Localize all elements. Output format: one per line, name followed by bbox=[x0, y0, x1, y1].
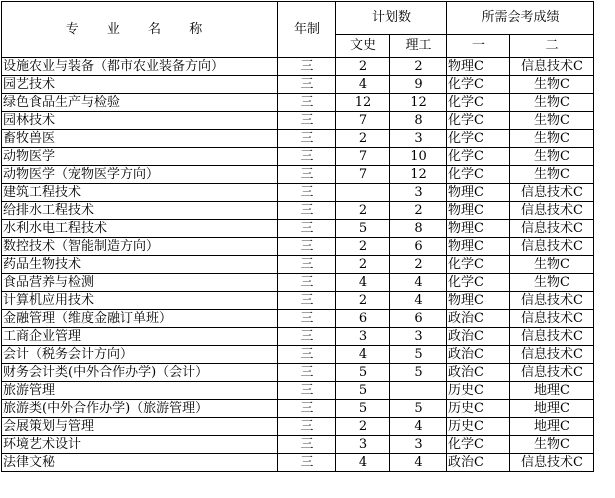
header-years: 年制 bbox=[278, 2, 336, 58]
cell-plan-wen: 5 bbox=[336, 400, 390, 418]
cell-plan-li: 2 bbox=[390, 58, 447, 76]
cell-years: 三 bbox=[278, 310, 336, 328]
cell-plan-li: 10 bbox=[390, 148, 447, 166]
cell-exam-2: 生物C bbox=[510, 94, 594, 112]
cell-plan-wen bbox=[336, 184, 390, 202]
table-row bbox=[2, 310, 594, 328]
cell-exam-1: 历史C bbox=[447, 418, 510, 436]
cell-exam-1: 物理C bbox=[447, 292, 510, 310]
table-row bbox=[2, 454, 594, 472]
cell-plan-li: 2 bbox=[390, 202, 447, 220]
cell-exam-2: 生物C bbox=[510, 76, 594, 94]
cell-name: 药品生物技术 bbox=[2, 256, 278, 274]
cell-exam-2: 信息技术C bbox=[510, 202, 594, 220]
cell-exam-1: 化学C bbox=[447, 436, 510, 454]
cell-exam-2: 信息技术C bbox=[510, 364, 594, 382]
cell-plan-li: 12 bbox=[390, 94, 447, 112]
table-row bbox=[2, 364, 594, 382]
cell-name: 旅游类(中外合作办学)（旅游管理） bbox=[2, 400, 278, 418]
cell-years: 三 bbox=[278, 382, 336, 400]
cell-plan-wen: 4 bbox=[336, 346, 390, 364]
cell-name: 会计（税务会计方向） bbox=[2, 346, 278, 364]
cell-years: 三 bbox=[278, 274, 336, 292]
cell-exam-1: 物理C bbox=[447, 202, 510, 220]
table-row bbox=[2, 292, 594, 310]
cell-name: 工商企业管理 bbox=[2, 328, 278, 346]
table-row bbox=[2, 274, 594, 292]
table-row bbox=[2, 220, 594, 238]
cell-years: 三 bbox=[278, 166, 336, 184]
cell-name: 园艺技术 bbox=[2, 76, 278, 94]
cell-exam-1: 物理C bbox=[447, 58, 510, 76]
cell-years: 三 bbox=[278, 400, 336, 418]
cell-exam-2: 生物C bbox=[510, 148, 594, 166]
cell-plan-wen: 3 bbox=[336, 328, 390, 346]
cell-exam-2: 地理C bbox=[510, 418, 594, 436]
cell-plan-wen: 5 bbox=[336, 364, 390, 382]
cell-years: 三 bbox=[278, 130, 336, 148]
cell-exam-1: 化学C bbox=[447, 76, 510, 94]
cell-years: 三 bbox=[278, 418, 336, 436]
cell-name: 环境艺术设计 bbox=[2, 436, 278, 454]
header-exam: 所需会考成绩 bbox=[447, 2, 594, 35]
cell-plan-li: 3 bbox=[390, 436, 447, 454]
table-row bbox=[2, 166, 594, 184]
table-row bbox=[2, 328, 594, 346]
header-name: 专 业 名 称 bbox=[2, 2, 278, 58]
cell-exam-1: 政治C bbox=[447, 364, 510, 382]
cell-exam-2: 生物C bbox=[510, 436, 594, 454]
cell-exam-1: 化学C bbox=[447, 148, 510, 166]
table-row bbox=[2, 382, 594, 400]
table-row bbox=[2, 58, 594, 76]
cell-exam-1: 化学C bbox=[447, 112, 510, 130]
cell-years: 三 bbox=[278, 220, 336, 238]
cell-name: 畜牧兽医 bbox=[2, 130, 278, 148]
table-row bbox=[2, 130, 594, 148]
cell-exam-1: 化学C bbox=[447, 166, 510, 184]
cell-plan-wen: 2 bbox=[336, 418, 390, 436]
cell-years: 三 bbox=[278, 58, 336, 76]
cell-name: 计算机应用技术 bbox=[2, 292, 278, 310]
cell-exam-1: 政治C bbox=[447, 454, 510, 472]
cell-exam-2: 信息技术C bbox=[510, 238, 594, 256]
cell-name: 建筑工程技术 bbox=[2, 184, 278, 202]
cell-exam-1: 化学C bbox=[447, 274, 510, 292]
cell-plan-wen: 2 bbox=[336, 292, 390, 310]
cell-exam-1: 政治C bbox=[447, 328, 510, 346]
cell-plan-li: 12 bbox=[390, 166, 447, 184]
cell-name: 财务会计类(中外合作办学)（会计） bbox=[2, 364, 278, 382]
table-row bbox=[2, 184, 594, 202]
cell-plan-li: 6 bbox=[390, 238, 447, 256]
cell-plan-wen: 4 bbox=[336, 274, 390, 292]
cell-exam-2: 生物C bbox=[510, 130, 594, 148]
cell-exam-1: 化学C bbox=[447, 130, 510, 148]
cell-plan-li: 4 bbox=[390, 274, 447, 292]
cell-plan-li: 5 bbox=[390, 400, 447, 418]
cell-plan-wen: 12 bbox=[336, 94, 390, 112]
cell-exam-2: 信息技术C bbox=[510, 310, 594, 328]
cell-years: 三 bbox=[278, 292, 336, 310]
table-row bbox=[2, 418, 594, 436]
cell-plan-wen: 3 bbox=[336, 436, 390, 454]
table-row bbox=[2, 436, 594, 454]
table-row bbox=[2, 112, 594, 130]
cell-exam-2: 信息技术C bbox=[510, 184, 594, 202]
cell-exam-1: 政治C bbox=[447, 310, 510, 328]
cell-exam-2: 信息技术C bbox=[510, 454, 594, 472]
cell-plan-wen: 2 bbox=[336, 130, 390, 148]
cell-name: 设施农业与装备（都市农业装备方向） bbox=[2, 58, 278, 76]
cell-plan-wen: 5 bbox=[336, 382, 390, 400]
cell-years: 三 bbox=[278, 256, 336, 274]
cell-name: 动物医学（宠物医学方向） bbox=[2, 166, 278, 184]
cell-years: 三 bbox=[278, 436, 336, 454]
table-row bbox=[2, 238, 594, 256]
cell-plan-li: 8 bbox=[390, 112, 447, 130]
cell-years: 三 bbox=[278, 202, 336, 220]
cell-plan-li: 4 bbox=[390, 418, 447, 436]
table-row bbox=[2, 346, 594, 364]
cell-years: 三 bbox=[278, 148, 336, 166]
cell-plan-li: 5 bbox=[390, 346, 447, 364]
cell-plan-wen: 7 bbox=[336, 112, 390, 130]
cell-name: 会展策划与管理 bbox=[2, 418, 278, 436]
cell-years: 三 bbox=[278, 346, 336, 364]
cell-plan-li: 4 bbox=[390, 292, 447, 310]
cell-exam-2: 生物C bbox=[510, 256, 594, 274]
cell-plan-li: 9 bbox=[390, 76, 447, 94]
cell-exam-1: 物理C bbox=[447, 220, 510, 238]
cell-exam-2: 生物C bbox=[510, 166, 594, 184]
cell-years: 三 bbox=[278, 328, 336, 346]
cell-plan-li: 8 bbox=[390, 220, 447, 238]
cell-plan-wen: 5 bbox=[336, 220, 390, 238]
cell-plan-li: 3 bbox=[390, 184, 447, 202]
cell-exam-2: 信息技术C bbox=[510, 328, 594, 346]
header-plan-wen: 文史 bbox=[336, 35, 390, 58]
cell-exam-1: 历史C bbox=[447, 382, 510, 400]
cell-exam-1: 政治C bbox=[447, 346, 510, 364]
cell-plan-wen: 6 bbox=[336, 310, 390, 328]
cell-name: 给排水工程技术 bbox=[2, 202, 278, 220]
cell-plan-li: 5 bbox=[390, 364, 447, 382]
cell-name: 动物医学 bbox=[2, 148, 278, 166]
cell-name: 数控技术（智能制造方向） bbox=[2, 238, 278, 256]
cell-plan-li: 3 bbox=[390, 130, 447, 148]
cell-exam-2: 信息技术C bbox=[510, 220, 594, 238]
cell-plan-wen: 4 bbox=[336, 454, 390, 472]
cell-name: 绿色食品生产与检验 bbox=[2, 94, 278, 112]
cell-name: 水利水电工程技术 bbox=[2, 220, 278, 238]
cell-name: 食品营养与检测 bbox=[2, 274, 278, 292]
cell-name: 旅游管理 bbox=[2, 382, 278, 400]
cell-years: 三 bbox=[278, 94, 336, 112]
cell-plan-wen: 2 bbox=[336, 238, 390, 256]
cell-plan-wen: 7 bbox=[336, 148, 390, 166]
cell-exam-1: 化学C bbox=[447, 94, 510, 112]
cell-plan-wen: 2 bbox=[336, 58, 390, 76]
cell-exam-1: 历史C bbox=[447, 400, 510, 418]
cell-exam-2: 生物C bbox=[510, 112, 594, 130]
cell-exam-2: 生物C bbox=[510, 274, 594, 292]
cell-exam-1: 物理C bbox=[447, 184, 510, 202]
header-plan: 计划数 bbox=[336, 2, 447, 35]
cell-name: 园林技术 bbox=[2, 112, 278, 130]
cell-name: 法律文秘 bbox=[2, 454, 278, 472]
cell-plan-li: 3 bbox=[390, 328, 447, 346]
cell-plan-wen: 2 bbox=[336, 256, 390, 274]
cell-plan-li: 6 bbox=[390, 310, 447, 328]
cell-plan-li bbox=[390, 382, 447, 400]
header-plan-li: 理工 bbox=[390, 35, 447, 58]
cell-exam-2: 信息技术C bbox=[510, 346, 594, 364]
cell-name: 金融管理（维度金融订单班） bbox=[2, 310, 278, 328]
cell-plan-li: 4 bbox=[390, 454, 447, 472]
cell-years: 三 bbox=[278, 238, 336, 256]
cell-years: 三 bbox=[278, 454, 336, 472]
cell-exam-1: 物理C bbox=[447, 238, 510, 256]
cell-exam-2: 信息技术C bbox=[510, 292, 594, 310]
table-row bbox=[2, 202, 594, 220]
table-row bbox=[2, 400, 594, 418]
cell-plan-wen: 7 bbox=[336, 166, 390, 184]
enrollment-table bbox=[1, 1, 594, 472]
table-row bbox=[2, 94, 594, 112]
cell-plan-li: 2 bbox=[390, 256, 447, 274]
cell-exam-2: 地理C bbox=[510, 400, 594, 418]
cell-plan-wen: 4 bbox=[336, 76, 390, 94]
header-exam-1: 一 bbox=[447, 35, 510, 58]
cell-exam-1: 化学C bbox=[447, 256, 510, 274]
cell-exam-2: 信息技术C bbox=[510, 58, 594, 76]
table-row bbox=[2, 76, 594, 94]
table-row bbox=[2, 148, 594, 166]
header-exam-2: 二 bbox=[510, 35, 594, 58]
table-row bbox=[2, 256, 594, 274]
header-row-1 bbox=[2, 2, 594, 35]
cell-years: 三 bbox=[278, 76, 336, 94]
cell-plan-wen: 2 bbox=[336, 202, 390, 220]
cell-years: 三 bbox=[278, 112, 336, 130]
cell-years: 三 bbox=[278, 184, 336, 202]
cell-years: 三 bbox=[278, 364, 336, 382]
cell-exam-2: 地理C bbox=[510, 382, 594, 400]
